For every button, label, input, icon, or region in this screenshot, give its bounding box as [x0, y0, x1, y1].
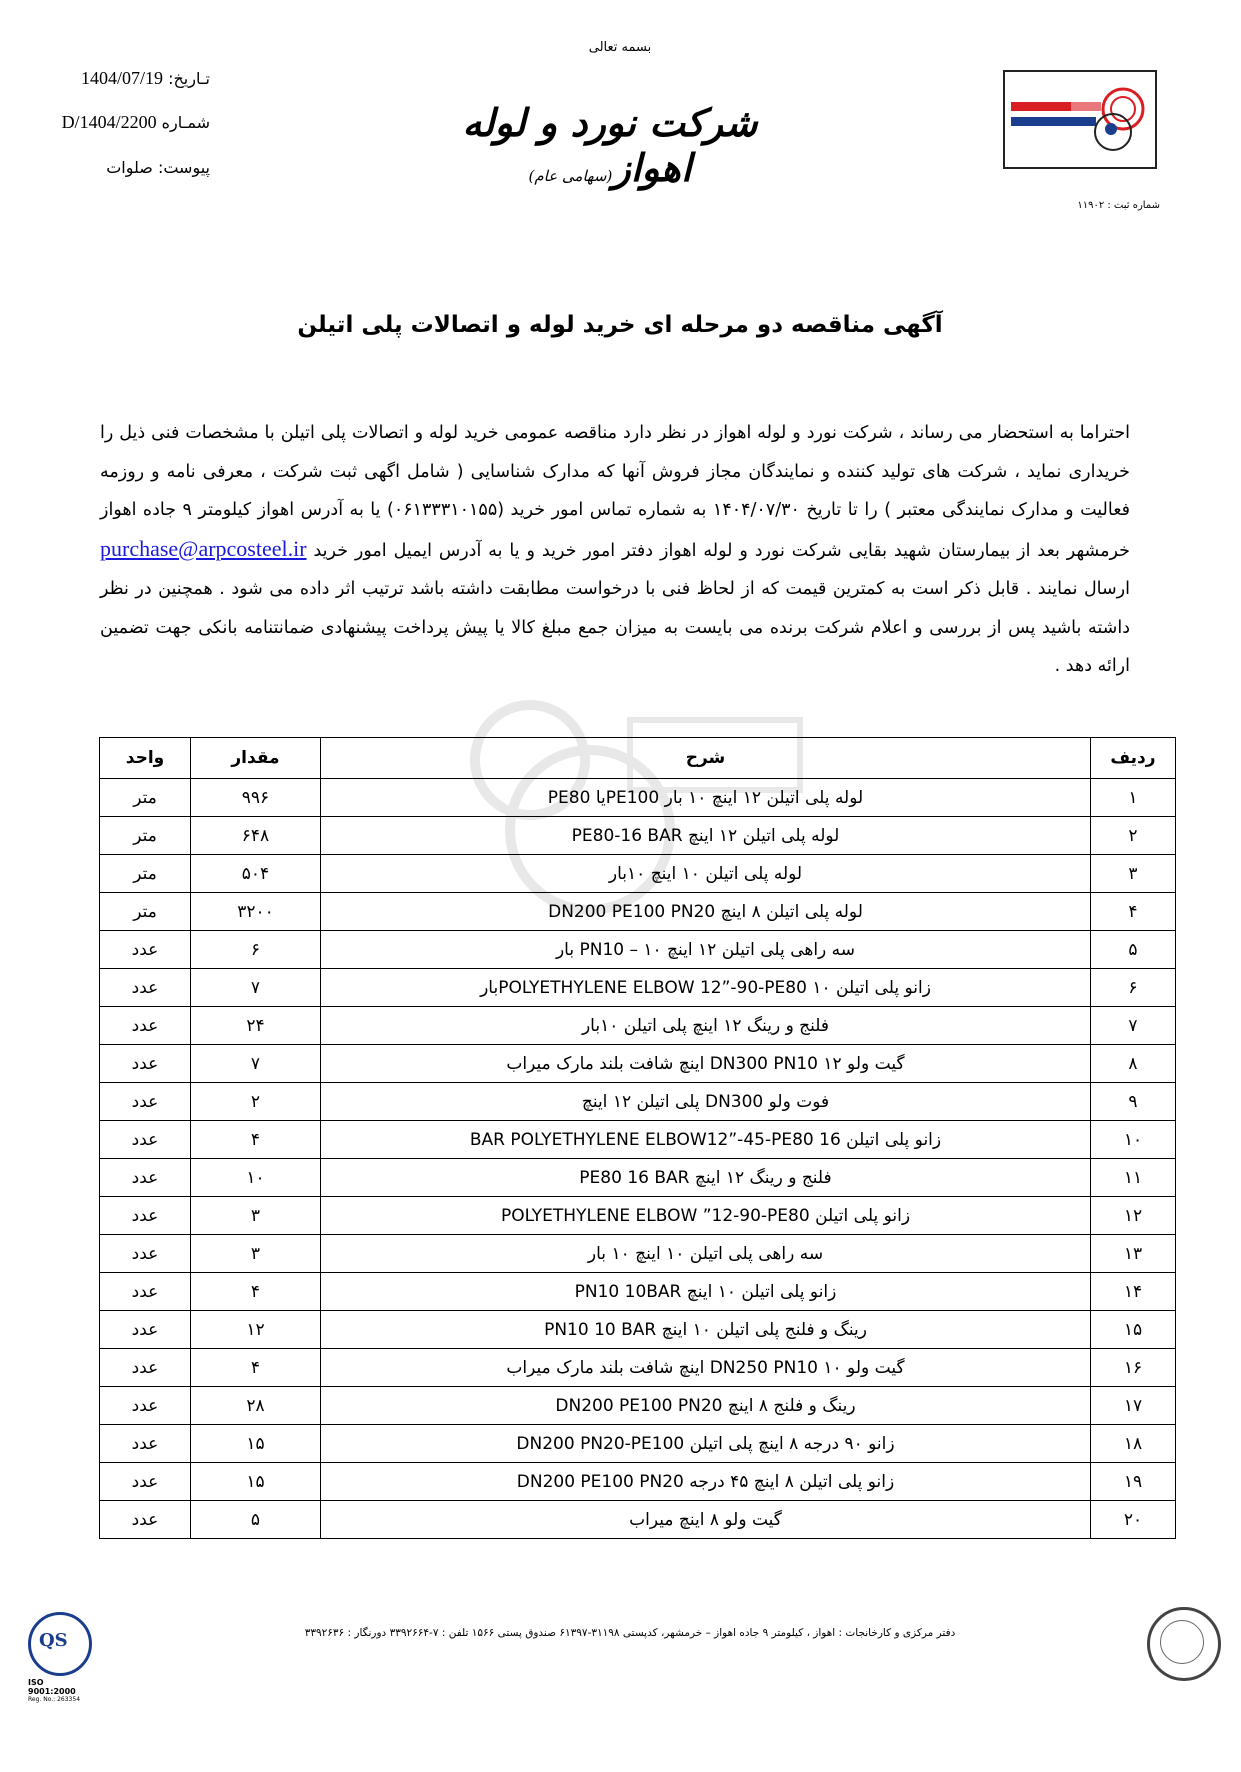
quantity-cell: ۷	[191, 1045, 321, 1083]
description-cell: گیت ولو ۸ اینچ میراب	[321, 1501, 1091, 1539]
table-row	[100, 1121, 1176, 1159]
iqnet-certified-logo	[1147, 1607, 1221, 1681]
description-cell: زانو پلی اتیلن POLYETHYLENE ELBOW ”12-90-PE80	[321, 1197, 1091, 1235]
table-row	[100, 1197, 1176, 1235]
quantity-cell: ۱۵	[191, 1425, 321, 1463]
header-row-number: ردیف	[1091, 738, 1176, 779]
unit-cell: عدد	[100, 1197, 191, 1235]
table-row	[100, 1235, 1176, 1273]
quantity-cell: ۵۰۴	[191, 855, 321, 893]
table-row	[100, 1159, 1176, 1197]
table-header-row	[100, 738, 1176, 779]
quantity-cell: ۷	[191, 969, 321, 1007]
description-cell: لوله پلی اتیلن ۱۲ اینچ ۱۰ بار PE100یا PE80	[321, 779, 1091, 817]
date-label: تـاريخ:	[168, 69, 210, 88]
description-cell: گیت ولو DN250 PN10 ۱۰ اینچ شافت بلند مارک میراب	[321, 1349, 1091, 1387]
description-cell: فلنج و رینگ ۱۲ اینچ PE80 16 BAR	[321, 1159, 1091, 1197]
quantity-cell: ۴	[191, 1273, 321, 1311]
row-number-cell: ۷	[1091, 1007, 1176, 1045]
description-cell: سه راهی پلی اتیلن ۱۰ اینچ ۱۰ بار	[321, 1235, 1091, 1273]
unit-cell: عدد	[100, 1273, 191, 1311]
description-cell: فلنج و رینگ ۱۲ اینچ پلی اتیلن ۱۰بار	[321, 1007, 1091, 1045]
quantity-cell: ۳۲۰۰	[191, 893, 321, 931]
number-value: D/1404/2200	[61, 112, 157, 132]
table-row	[100, 1007, 1176, 1045]
unit-cell: عدد	[100, 1425, 191, 1463]
footer-address: دفتر مرکزی و کارخانجات : اهواز ، کیلومتر ۹ جاده اهواز – خرمشهر، کدپستی ۳۱۱۹۸-۶۱۳۹۷ صندوق پستی ۱۵۶۶ تلفن : ۷-۳۳۹۲۶۶۴ دورنگار : ۳۳۹۲۶۳۶	[304, 1627, 956, 1639]
table-row	[100, 1273, 1176, 1311]
body-text-before-email: احتراما به استحضار می رساند ، شرکت نورد و لوله اهواز در نظر دارد مناقصه عمومی خرید لوله و اتصالات پلی اتیلن با مشخصات فنی ذیل را خریداری نماید ، شرکت های تولید کننده و نمایندگان مجاز فروش آنها که مدارک شناسایی ( شامل اگهی ثبت شرکت ، معرفی نامه و روزمه فعالیت و مدارک نمایندگی معتبر ) را تا تاریخ ۱۴۰۴/۰۷/۳۰ به شماره تماس امور خرید (۰۶۱۳۳۳۱۰۱۵۵) یا به آدرس اهواز کیلومتر ۹ جاده اهواز خرمشهر بعد از بیمارستان شهید بقایی شرکت نورد و لوله اهواز دفتر امور خرید و یا به آدرس ایمیل امور خرید	[100, 423, 1131, 561]
row-number-cell: ۴	[1091, 893, 1176, 931]
unit-cell: عدد	[100, 1007, 191, 1045]
unit-cell: عدد	[100, 1463, 191, 1501]
email-link[interactable]: purchase@arpcosteel.ir	[100, 535, 307, 561]
table-row	[100, 855, 1176, 893]
number-label: شمـاره	[161, 113, 210, 132]
letter-number	[30, 112, 210, 133]
iso-standard-text: ISO 9001:2000	[28, 1678, 76, 1696]
row-number-cell: ۱۱	[1091, 1159, 1176, 1197]
quantity-cell: ۵	[191, 1501, 321, 1539]
description-cell: فوت ولو DN300 پلی اتیلن ۱۲ اینچ	[321, 1083, 1091, 1121]
row-number-cell: ۶	[1091, 969, 1176, 1007]
unit-cell: عدد	[100, 931, 191, 969]
unit-cell: متر	[100, 893, 191, 931]
table-row	[100, 817, 1176, 855]
row-number-cell: ۲۰	[1091, 1501, 1176, 1539]
unit-cell: عدد	[100, 1045, 191, 1083]
description-cell: رینگ و فلنج پلی اتیلن ۱۰ اینچ PN10 10 BAR	[321, 1311, 1091, 1349]
table-row	[100, 1463, 1176, 1501]
iqnet-seal-icon	[1160, 1620, 1204, 1664]
letter-attachment	[30, 158, 210, 177]
table-row	[100, 893, 1176, 931]
row-number-cell: ۲	[1091, 817, 1176, 855]
row-number-cell: ۱۶	[1091, 1349, 1176, 1387]
table-row	[100, 1349, 1176, 1387]
description-cell: زانو پلی اتیلن ۱۰ اینچ PN10 10BAR	[321, 1273, 1091, 1311]
bismillah-heading: بسمه تعالی	[588, 40, 652, 55]
table-row	[100, 1501, 1176, 1539]
row-number-cell: ۱	[1091, 779, 1176, 817]
quantity-cell: ۴	[191, 1349, 321, 1387]
row-number-cell: ۳	[1091, 855, 1176, 893]
row-number-cell: ۱۷	[1091, 1387, 1176, 1425]
quantity-cell: ۲	[191, 1083, 321, 1121]
description-cell: سه راهی پلی اتیلن ۱۲ اینچ PN10 – ۱۰ بار	[321, 931, 1091, 969]
unit-cell: عدد	[100, 969, 191, 1007]
iso-registration-text: Reg. No.: 263354	[28, 1696, 81, 1703]
quantity-cell: ۳	[191, 1235, 321, 1273]
unit-cell: عدد	[100, 1159, 191, 1197]
table-row	[100, 1311, 1176, 1349]
table-row	[100, 969, 1176, 1007]
table-body	[100, 779, 1176, 1539]
header-unit: واحد	[100, 738, 191, 779]
page-title: آگهی مناقصه دو مرحله ای خرید لوله و اتصالات پلی اتیلن	[297, 312, 943, 338]
description-cell: زانو پلی اتیلن 16 BAR POLYETHYLENE ELBOW12”-45-PE80	[321, 1121, 1091, 1159]
company-name-text: شرکت نورد و لوله اهواز	[462, 100, 758, 190]
quantity-cell: ۶۴۸	[191, 817, 321, 855]
table-row	[100, 931, 1176, 969]
unit-cell: عدد	[100, 1501, 191, 1539]
registration-number: شماره ثبت : ۱۱۹۰۲	[1077, 200, 1160, 211]
description-cell: زانو ۹۰ درجه ۸ اینچ پلی اتیلن DN200 PN20-PE100	[321, 1425, 1091, 1463]
table-row	[100, 779, 1176, 817]
quantity-cell: ۹۹۶	[191, 779, 321, 817]
quantity-cell: ۳	[191, 1197, 321, 1235]
unit-cell: متر	[100, 779, 191, 817]
header-description: شرح	[321, 738, 1091, 779]
row-number-cell: ۵	[1091, 931, 1176, 969]
row-number-cell: ۱۴	[1091, 1273, 1176, 1311]
company-type: (سهامی عام)	[528, 167, 613, 185]
unit-cell: عدد	[100, 1387, 191, 1425]
description-cell: رینگ و فلنج ۸ اینچ DN200 PE100 PN20	[321, 1387, 1091, 1425]
quantity-cell: ۱۰	[191, 1159, 321, 1197]
quantity-cell: ۱۵	[191, 1463, 321, 1501]
unit-cell: متر	[100, 817, 191, 855]
header-quantity: مقدار	[191, 738, 321, 779]
unit-cell: عدد	[100, 1311, 191, 1349]
quantity-cell: ۱۲	[191, 1311, 321, 1349]
unit-cell: عدد	[100, 1121, 191, 1159]
unit-cell: عدد	[100, 1235, 191, 1273]
quantity-cell: ۲۸	[191, 1387, 321, 1425]
letter-date	[30, 68, 210, 89]
table-row	[100, 1425, 1176, 1463]
description-cell: لوله پلی اتیلن ۸ اینچ DN200 PE100 PN20	[321, 893, 1091, 931]
quantity-cell: ۲۴	[191, 1007, 321, 1045]
iso-seal-icon: QS	[28, 1612, 92, 1676]
announcement-body	[100, 414, 1130, 686]
description-cell: گیت ولو DN300 PN10 ۱۲ اینچ شافت بلند مارک میراب	[321, 1045, 1091, 1083]
date-value: 1404/07/19	[80, 68, 163, 88]
unit-cell: متر	[100, 855, 191, 893]
company-logo	[1003, 70, 1157, 169]
attachment-value: صلوات	[106, 158, 153, 177]
description-cell: زانو پلی اتیلن POLYETHYLENE ELBOW 12”-90-PE80 ۱۰بار	[321, 969, 1091, 1007]
row-number-cell: ۱۵	[1091, 1311, 1176, 1349]
row-number-cell: ۱۰	[1091, 1121, 1176, 1159]
quantity-cell: ۴	[191, 1121, 321, 1159]
row-number-cell: ۱۹	[1091, 1463, 1176, 1501]
company-name	[450, 100, 770, 190]
description-cell: زانو پلی اتیلن ۸ اینچ ۴۵ درجه DN200 PE100 PN20	[321, 1463, 1091, 1501]
description-cell: لوله پلی اتیلن ۱۲ اینچ PE80-16 BAR	[321, 817, 1091, 855]
row-number-cell: ۱۲	[1091, 1197, 1176, 1235]
row-number-cell: ۸	[1091, 1045, 1176, 1083]
row-number-cell: ۱۸	[1091, 1425, 1176, 1463]
table-row	[100, 1387, 1176, 1425]
table-row	[100, 1083, 1176, 1121]
body-text-after-email: ارسال نمایند . قابل ذکر است به کمترین قیمت که از لحاظ فنی با درخواست مطابقت داشته باشد ترتیب اثر داده می شود . همچنین در نظر داشته باشید پس از بررسی و اعلام شرکت برنده می بایست به میزان جمع مبلغ کالا یا پیش پرداخت پیشنهادی ضمانتنامه بانکی جهت تضمین ارائه دهد .	[100, 579, 1130, 676]
row-number-cell: ۱۳	[1091, 1235, 1176, 1273]
iso-certificate-logo	[28, 1612, 90, 1703]
unit-cell: عدد	[100, 1349, 191, 1387]
quantity-cell: ۶	[191, 931, 321, 969]
company-logo-graphic	[1005, 72, 1155, 167]
row-number-cell: ۹	[1091, 1083, 1176, 1121]
table-row	[100, 1045, 1176, 1083]
items-table	[99, 737, 1176, 1539]
description-cell: لوله پلی اتیلن ۱۰ اینچ ۱۰بار	[321, 855, 1091, 893]
attachment-label: پيوست:	[157, 158, 210, 177]
unit-cell: عدد	[100, 1083, 191, 1121]
